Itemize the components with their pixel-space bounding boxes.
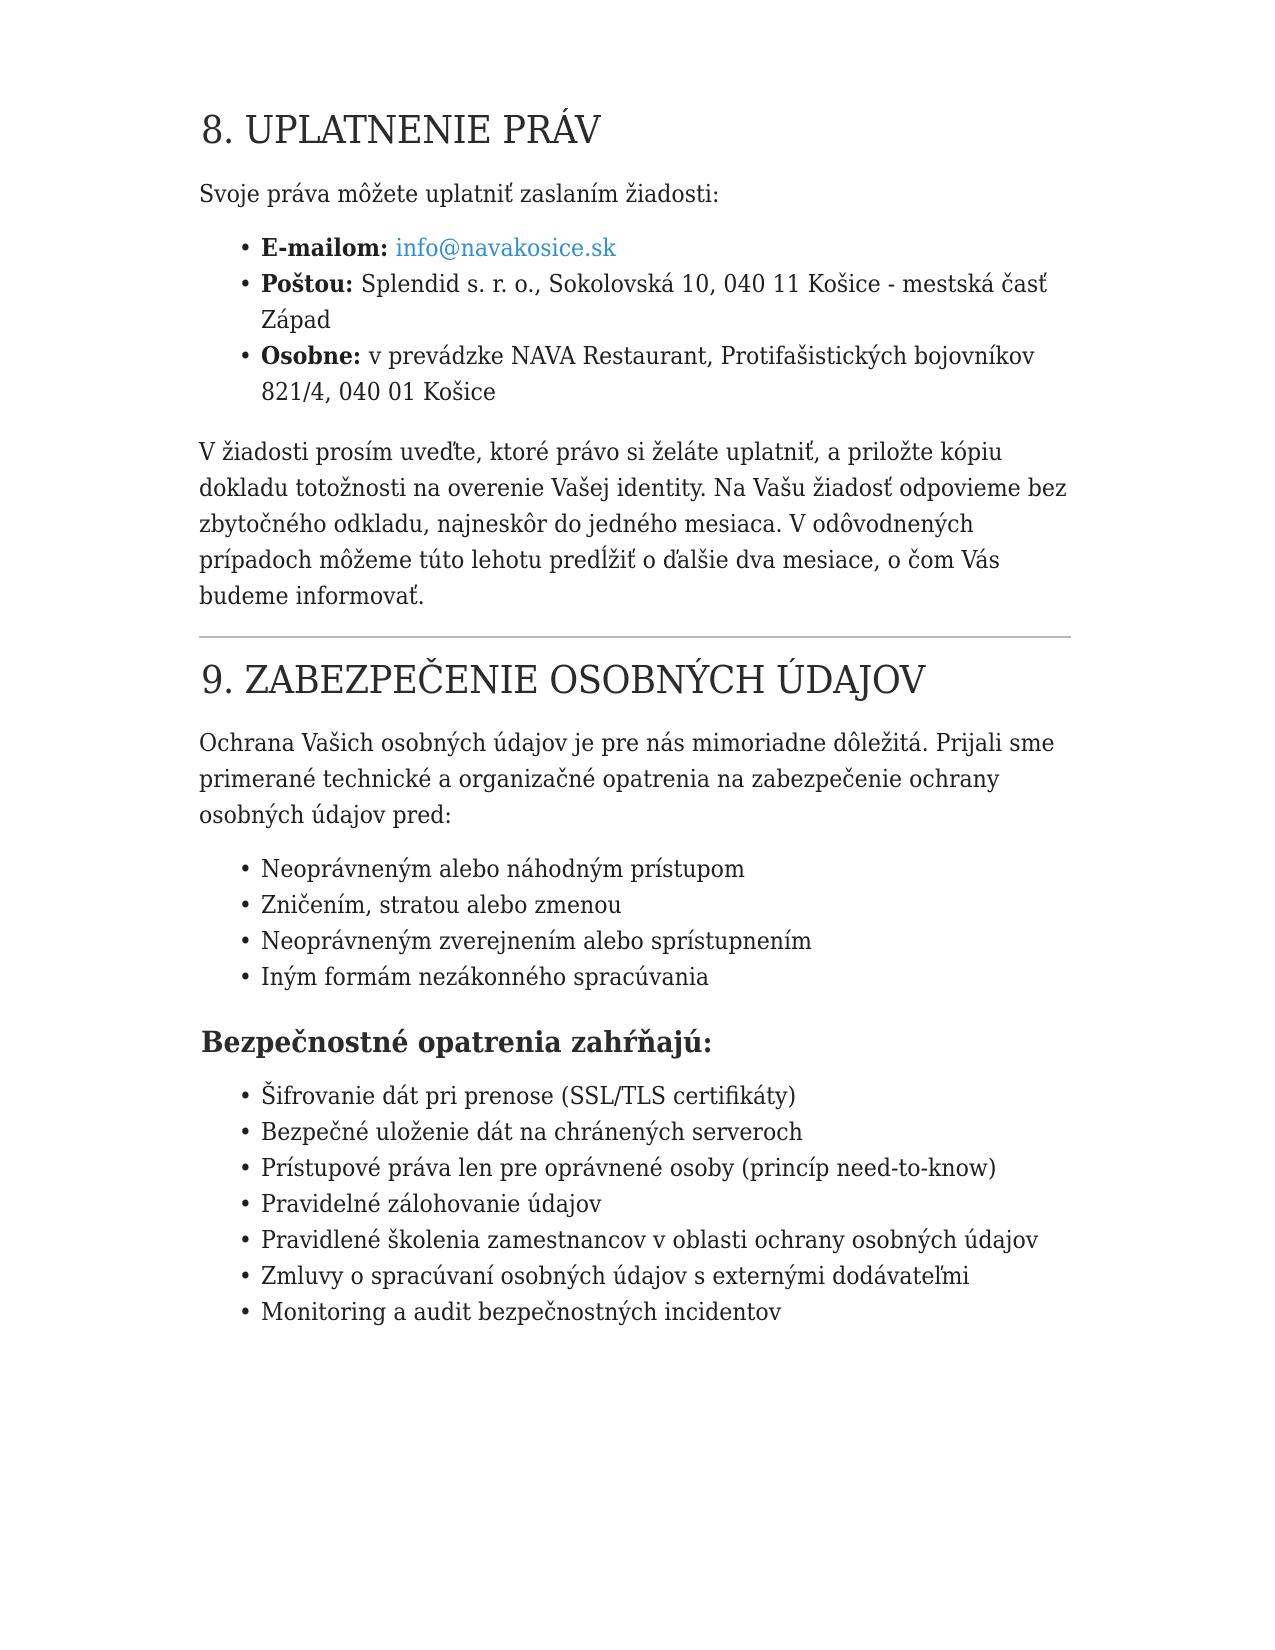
section-divider — [199, 636, 1071, 638]
bullet-icon: • — [238, 1261, 252, 1290]
list-item-text: Zmluvy o spracúvaní osobných údajov s externými dodávateľmi — [261, 1261, 970, 1290]
list-item-text: Monitoring a audit bezpečnostných incidentov — [261, 1297, 782, 1326]
list-item — [238, 1186, 1061, 1222]
list-item — [238, 1078, 1061, 1114]
list-item — [238, 1114, 1061, 1150]
bullet-icon: • — [238, 341, 252, 370]
list-item — [238, 851, 1061, 887]
email-link[interactable]: info@navakosice.sk — [395, 233, 616, 262]
contact-label: Osobne: — [261, 340, 369, 370]
contact-label: E-mailom: — [261, 232, 396, 262]
threats-list — [199, 851, 1071, 995]
list-item — [238, 959, 1061, 995]
contact-item-post — [238, 266, 1061, 338]
bullet-icon: • — [238, 855, 252, 884]
document-page — [199, 108, 1071, 1354]
list-item-text: Iným formám nezákonného spracúvania — [261, 963, 710, 992]
bullet-icon: • — [238, 1189, 252, 1218]
list-item — [238, 1222, 1061, 1258]
section-8-intro: Svoje práva môžete uplatniť zaslaním žiadosti: — [199, 179, 720, 208]
contact-methods-list — [199, 230, 1071, 410]
bullet-icon: • — [238, 1081, 252, 1110]
list-item — [238, 1294, 1061, 1330]
list-item-text: Bezpečné uloženie dát na chránených serveroch — [261, 1117, 803, 1146]
contact-item-in-person — [238, 338, 1061, 410]
list-item-text: Pravidelné zálohovanie údajov — [261, 1189, 602, 1218]
section-8-heading: 8. UPLATNENIE PRÁV — [201, 108, 601, 152]
bullet-icon: • — [238, 963, 252, 992]
section-9-intro: Ochrana Vašich osobných údajov je pre nás mimoriadne dôležitá. Prijali sme primerané technické a organizačné opatrenia na zabezpečenie ochrany osobných údajov pred: — [199, 729, 1055, 830]
bullet-icon: • — [238, 927, 252, 956]
list-item-text: Šifrovanie dát pri prenose (SSL/TLS certifikáty) — [261, 1081, 797, 1110]
list-item-text: Prístupové práva len pre oprávnené osoby (princíp need-to-know) — [261, 1153, 997, 1182]
list-item — [238, 887, 1061, 923]
contact-value: v prevádzke NAVA Restaurant, Protifašistických bojovníkov 821/4, 040 01 Košice — [261, 341, 1035, 406]
bullet-icon: • — [238, 1117, 252, 1146]
contact-item-email — [238, 230, 1061, 266]
bullet-icon: • — [238, 1153, 252, 1182]
list-item-text: Neoprávneným alebo náhodným prístupom — [261, 855, 745, 884]
list-item-text: Zničením, stratou alebo zmenou — [261, 891, 622, 920]
list-item-text: Neoprávneným zverejnením alebo sprístupnením — [261, 927, 813, 956]
security-measures-list — [199, 1078, 1071, 1330]
section-8-note: V žiadosti prosím uveďte, ktoré právo si želáte uplatniť, a priložte kópiu dokladu totožnosti na overenie Vašej identity. Na Vašu žiadosť odpovieme bez zbytočného odkladu, najneskôr do jedného mesiaca. V odôvodnených prípadoch môžeme túto lehotu predĺžiť o ďalšie dva mesiace, o čom Vás budeme informovať. — [199, 437, 1067, 610]
list-item — [238, 923, 1061, 959]
list-item — [238, 1150, 1061, 1186]
bullet-icon: • — [238, 1297, 252, 1326]
list-item — [238, 1258, 1061, 1294]
bullet-icon: • — [238, 269, 252, 298]
security-measures-heading: Bezpečnostné opatrenia zahŕňajú: — [201, 1025, 713, 1060]
contact-label: Poštou: — [261, 268, 361, 298]
contact-value: Splendid s. r. o., Sokolovská 10, 040 11 Košice - mestská časť Západ — [261, 269, 1048, 334]
list-item-text: Pravidlené školenia zamestnancov v oblasti ochrany osobných údajov — [261, 1225, 1039, 1254]
bullet-icon: • — [238, 1225, 252, 1254]
bullet-icon: • — [238, 891, 252, 920]
bullet-icon: • — [238, 233, 252, 262]
section-9-heading: 9. ZABEZPEČENIE OSOBNÝCH ÚDAJOV — [201, 657, 925, 702]
